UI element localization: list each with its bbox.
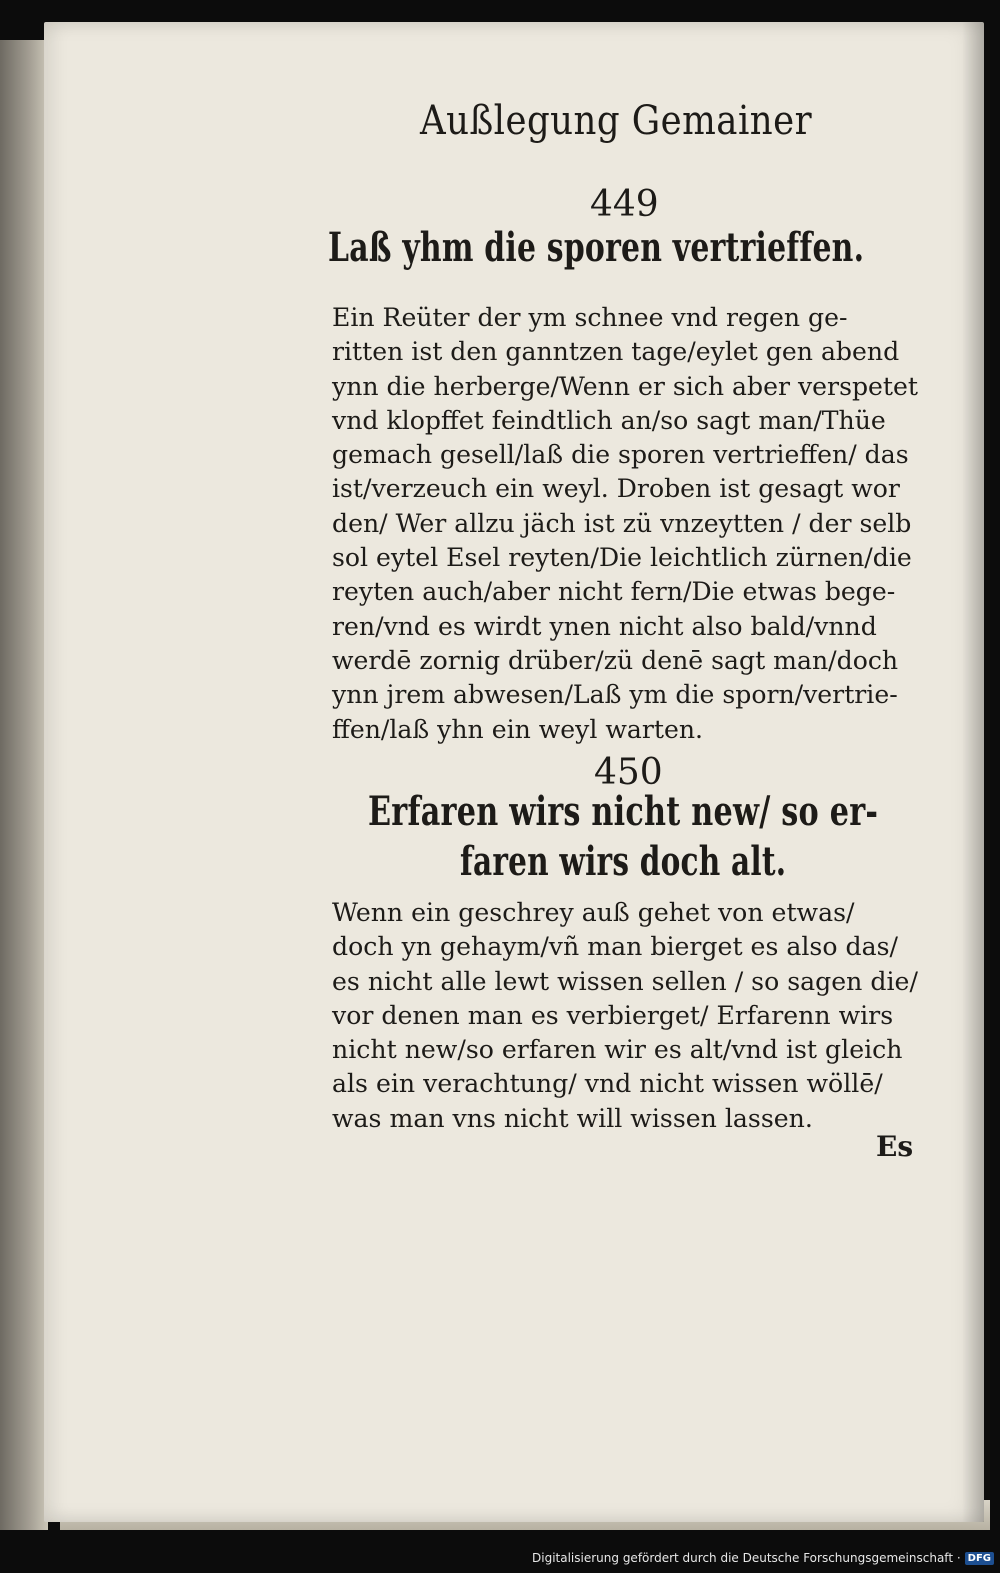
proverb-title-450-line2: faren wirs doch alt. [460,838,787,885]
text-line: es nicht alle lewt wissen sellen / so sagen die/ [332,966,918,996]
proverb-text-449 [332,301,918,747]
text-line: werdē zornig drüber/zü denē sagt man/doch [332,645,899,675]
text-line: ynn die herberge/Wenn er sich aber verspetet [332,371,918,401]
text-line: ist/verzeuch ein weyl. Droben ist gesagt wor [332,474,900,504]
text-line: sol eytel Esel reyten/Die leichtlich zürnen/die [332,543,912,573]
proverb-title-450-line1: Erfaren wirs nicht new/ so er- [368,788,879,835]
proverb-number-449: 449 [590,184,659,225]
text-line: ynn jrem abwesen/Laß ym die sporn/vertrie- [332,680,898,710]
text-line: vor denen man es verbierget/ Erfarenn wirs [332,1000,894,1030]
proverb-text-450 [332,896,918,1136]
text-line: nicht new/so erfaren wir es alt/vnd ist gleich [332,1035,903,1065]
text-line: den/ Wer allzu jäch ist zü vnzeytten / der selb [332,508,912,538]
page-shadow [962,22,984,1522]
dfg-logo: DFG [965,1552,994,1565]
text-line: vnd klopffet feindtlich an/so sagt man/Thüe [332,405,886,435]
text-line: Wenn ein geschrey auß gehet von etwas/ [332,898,855,927]
proverb-title-449: Laß yhm die sporen vertrieffen. [328,224,865,271]
text-line: doch yn gehaym/vñ man bierget es also das/ [332,932,899,962]
text-line: Ein Reüter der ym schnee vnd regen ge- [332,303,848,332]
proverb-number-450: 450 [594,752,663,793]
text-line: ffen/laß yhn ein weyl warten. [332,714,704,744]
book-edge-left [0,40,48,1530]
running-head: Außlegung Gemainer [420,98,813,144]
catchword: Es [876,1130,914,1163]
text-line: als ein verachtung/ vnd nicht wissen wöllē/ [332,1069,883,1099]
credit-text: Digitalisierung gefördert durch die Deutsche Forschungsgemeinschaft · [532,1551,961,1565]
text-line: ritten ist den ganntzen tage/eylet gen abend [332,337,900,367]
text-line: was man vns nicht will wissen lassen. [332,1103,813,1133]
text-line: ren/vnd es wirdt ynen nicht also bald/vnnd [332,611,877,641]
text-line: gemach gesell/laß die sporen vertrieffen/ das [332,440,909,470]
digitization-credit [532,1551,994,1565]
text-line: reyten auch/aber nicht fern/Die etwas bege- [332,577,896,607]
